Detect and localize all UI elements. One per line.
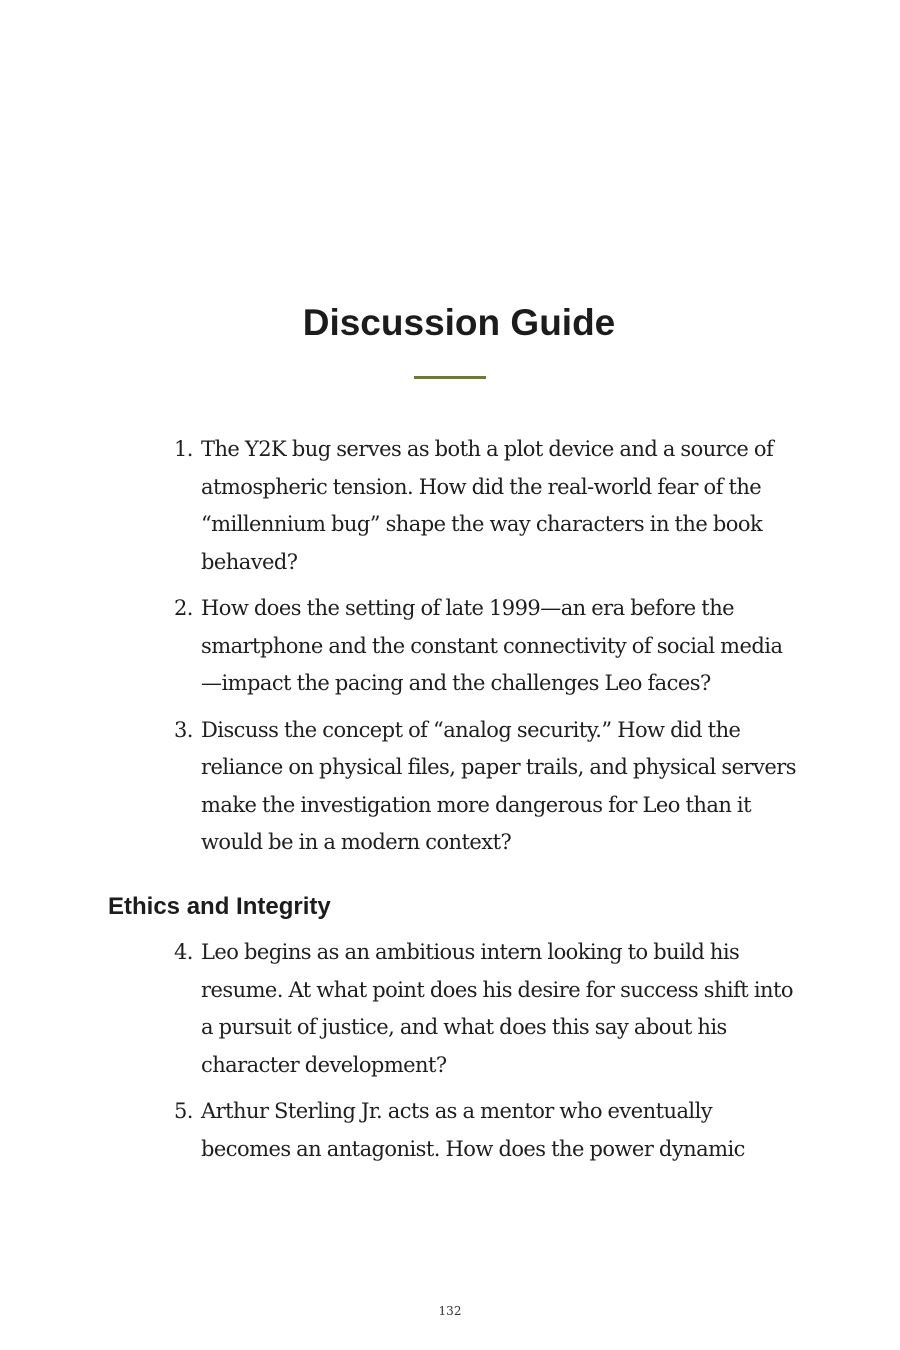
page-title: Discussion Guide xyxy=(302,302,616,343)
question-item xyxy=(0,590,801,703)
question-item xyxy=(0,712,801,862)
question-list xyxy=(0,431,900,871)
question-number: 2. xyxy=(174,596,193,620)
question-item xyxy=(0,431,801,581)
question-text: Arthur Sterling Jr. acts as a mentor who eventually becomes an antagonist. How does the power dynamic xyxy=(201,1099,745,1161)
question-text: The Y2K bug serves as both a plot device and a source of atmospheric tension. How did the real-world fear of the “millennium bug” shape the way characters in the book behaved? xyxy=(201,437,774,574)
question-number: 4. xyxy=(174,940,193,964)
question-item xyxy=(0,1093,801,1168)
question-text: Discuss the concept of “analog security.” How did the reliance on physical files, paper trails, and physical servers make the investigation more dangerous for Leo than it would be in a modern context? xyxy=(201,717,796,854)
question-item xyxy=(0,934,801,1084)
question-number: 1. xyxy=(174,437,193,461)
question-text: Leo begins as an ambitious intern looking to build his resume. At what point does his desire for success shift into a pursuit of justice, and what does this say about his character development? xyxy=(201,940,793,1077)
question-number: 3. xyxy=(174,717,193,742)
section-heading: Ethics and Integrity xyxy=(108,893,331,920)
question-number: 5. xyxy=(174,1099,193,1123)
question-text: How does the setting of late 1999—an era before the smartphone and the constant connectivity of social media—impact the pacing and the challenges Leo faces? xyxy=(201,596,783,695)
title-divider xyxy=(414,376,486,379)
page-number: 132 xyxy=(438,1304,462,1318)
question-list xyxy=(0,934,900,1177)
